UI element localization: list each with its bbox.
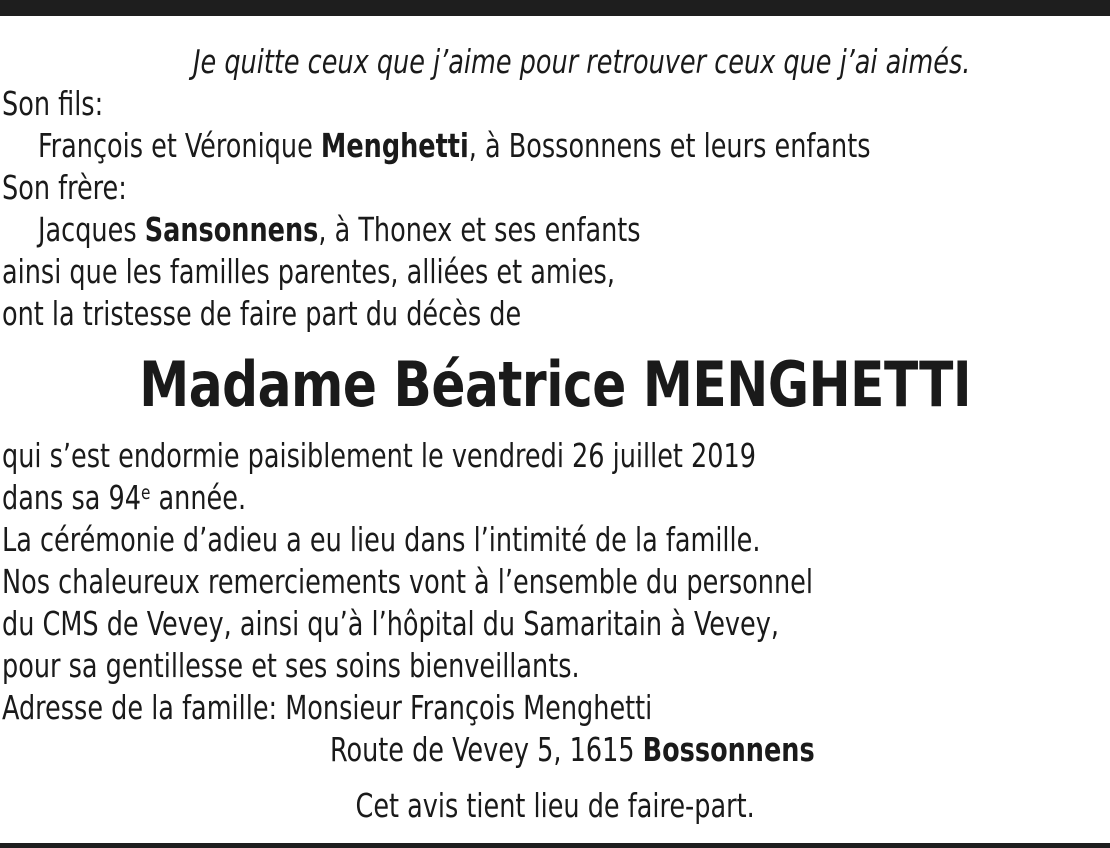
announce-text: ont la tristesse de faire part du décès de: [2, 294, 522, 333]
address-label: [2, 688, 652, 728]
address-label-text: Adresse de la famille: Monsieur François Menghetti: [2, 688, 653, 727]
families-text: ainsi que les familles parentes, alliées et amies,: [2, 252, 615, 291]
son-label-text: Son fils:: [2, 84, 104, 123]
brother-line: [38, 210, 641, 250]
thanks-line-1: [2, 562, 813, 602]
age-line: [2, 478, 246, 518]
thanks-text-2: du CMS de Vevey, ainsi qu’à l’hôpital du Samaritain à Vevey,: [2, 604, 779, 643]
families-line: [2, 252, 615, 292]
address-town: Bossonnens: [642, 730, 815, 769]
brother-name: Jacques: [38, 210, 137, 249]
age-suffix: année.: [150, 478, 247, 517]
thanks-text-3: pour sa gentillesse et ses soins bienveillants.: [2, 646, 580, 685]
son-name: François et Véronique: [38, 126, 313, 165]
bottom-rule: [0, 843, 1110, 848]
deceased-name-text: Madame Béatrice MENGHETTI: [139, 348, 971, 421]
son-location: , à Bossonnens et leurs enfants: [468, 126, 871, 165]
ceremony-line: [2, 520, 760, 560]
death-text: qui s’est endormie paisiblement le vendredi 26 juillet 2019: [2, 436, 756, 475]
address-street-line: [330, 730, 815, 770]
thanks-line-3: [2, 646, 580, 686]
brother-label: [2, 168, 127, 208]
thanks-text-1: Nos chaleureux remerciements vont à l’ensemble du personnel: [2, 562, 813, 601]
son-surname: Menghetti: [320, 126, 469, 165]
age-text: dans sa 94: [2, 478, 141, 517]
closing-text: Cet avis tient lieu de faire-part.: [355, 786, 755, 825]
thanks-line-2: [2, 604, 779, 644]
announce-line: [2, 294, 521, 334]
brother-location: , à Thonex et ses enfants: [318, 210, 641, 249]
closing-line: [0, 786, 1110, 826]
son-label: [2, 84, 103, 124]
age-superscript: e: [140, 481, 151, 504]
quote-text: Je quitte ceux que j’aime pour retrouver ceux que j’ai aimés.: [193, 42, 971, 81]
top-rule: [0, 0, 1110, 16]
deceased-name: [0, 350, 1110, 420]
ceremony-text: La cérémonie d’adieu a eu lieu dans l’intimité de la famille.: [2, 520, 761, 559]
brother-label-text: Son frère:: [2, 168, 127, 207]
death-line: [2, 436, 756, 476]
son-line: [38, 126, 871, 166]
brother-surname: Sansonnens: [144, 210, 319, 249]
quote-line: [193, 42, 970, 82]
address-street: Route de Vevey 5, 1615: [330, 730, 635, 769]
